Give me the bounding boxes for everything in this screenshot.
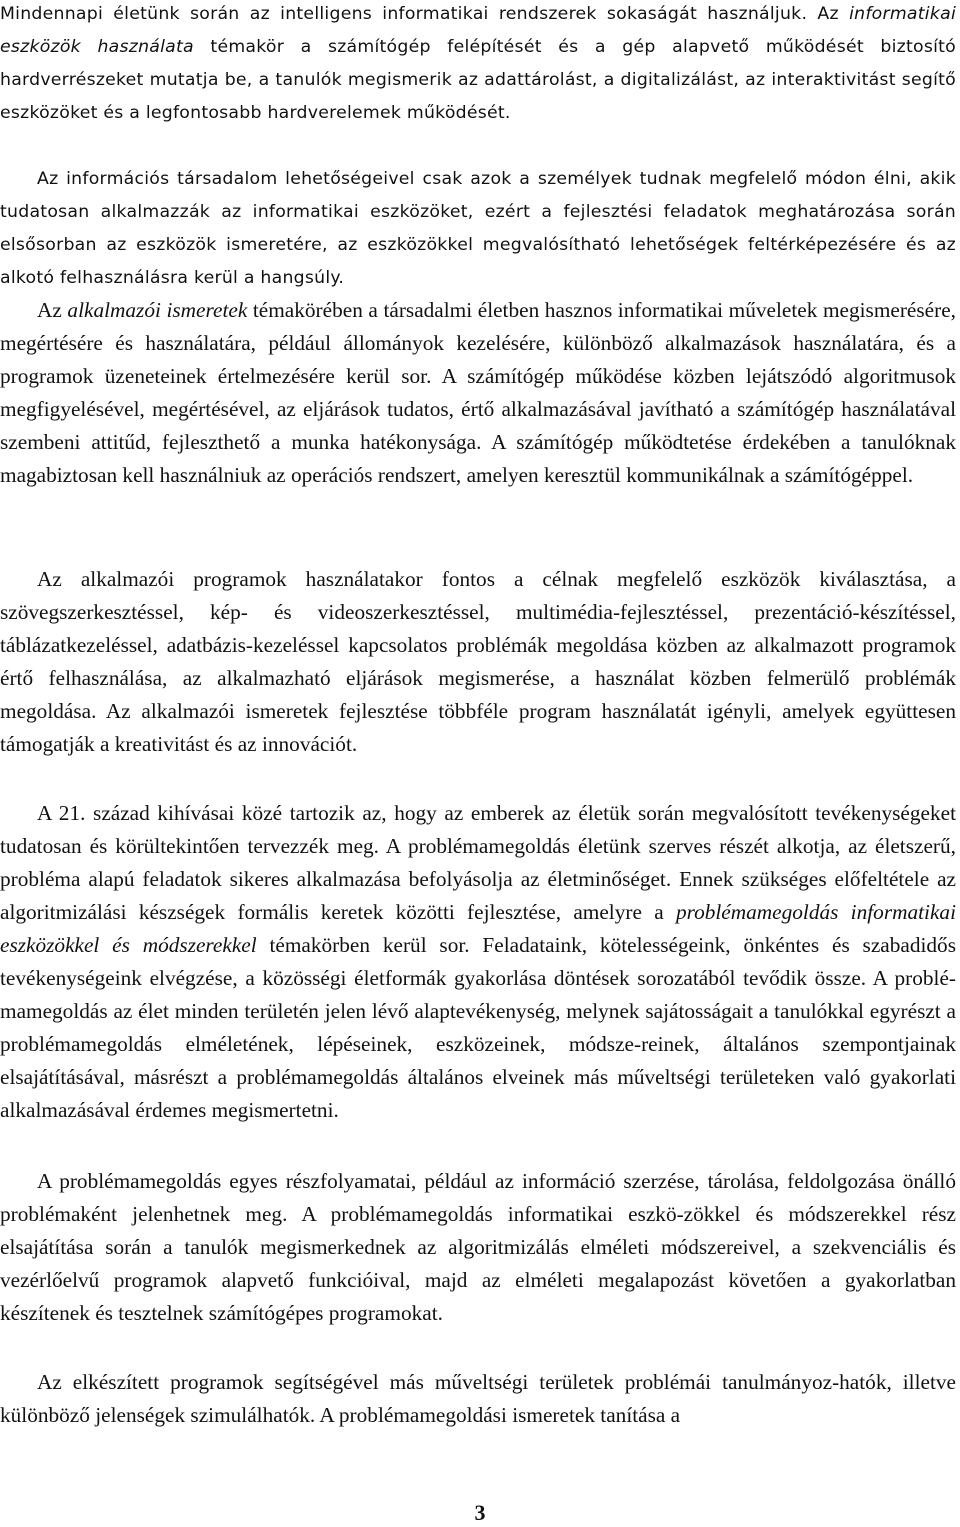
paragraph-reszfolyamatok: A problémamegoldás egyes részfolyamatai, például az információ szerzése, tárolása, feldolgozása önálló problémaként jelenhetnek meg. A problémamegoldás informatikai eszkö-zökkel és módszerekkel rész elsajátítása során a tanulók megismerkednek az algoritmizálás elméleti módszereivel, a szekvenciális és vezérlőelvű programok alapvető funkcióival, majd az elméleti megalapozást követően a gyakorlatban készítenek és tesztelnek számítógépes programokat.: [0, 1169, 956, 1325]
paragraph-alkalmazoi-text: Az: [37, 298, 68, 322]
paragraph-problemamegoldas-text-rest: témakörben kerül sor. Feladataink, kötelességeink, önkéntes és szabadidős tevékenységeink elvégzése, a közösségi életformák gyakorlása döntések sorozatából tevődik össze. A problé-mamegoldás az élet minden területén jelen lévő alaptevékenység, melynek sajátosságait a tanulókkal egyrészt a problémamegoldás elméletének, lépéseinek, eszközeinek, módsze-reinek, általános szempontjainak elsajátításával, másrészt a problémamegoldás általános elveinek más műveltségi területeken való gyakorlati alkalmazásával érdemes megismertetni.: [0, 933, 956, 1122]
topic-name-problemamegoldas: problémamegoldás informatikai eszközökkel és módszerekkel: [0, 900, 956, 957]
topic-name-informatikai-eszkozok: informatikai eszközök használata: [0, 4, 956, 57]
paragraph-intro-text-rest: témakör a számítógép felépítését és a gép alapvető működését biztosító hardverrészeket mutatja be, a tanulók megismerik az adattárolást, a digitalizálást, az interaktivitást segítő eszközöket és a legfontosabb hardverelemek működését.: [0, 37, 956, 123]
paragraph-problemamegoldas: [0, 797, 956, 1127]
paragraph-alkalmazoi-ismeretek: [0, 294, 956, 492]
paragraph-alkalmazoi-text-rest: témakörében a társadalmi életben hasznos informatikai műveletek megismerésére, megértésére és használatára, például állományok kezelésére, különböző alkalmazások használatára, és a programok üzeneteinek értelmezésére kerül sor. A számítógép működése közben lejátszódó algoritmusok megfigyelésével, megértésével, az eljárások tudatos, értő alkalmazásával javítható a számítógép használatával szembeni attitűd, fejleszthető a munka hatékonysága. A számítógép működtetése érdekében a tanulóknak magabiztosan kell használniuk az operációs rendszert, amelyen keresztül kommunikálnak a számítógéppel.: [0, 298, 956, 487]
paragraph-elkeszitett-programok: Az elkészített programok segítségével más műveltségi területek problémái tanulmányoz-hatók, illetve különböző jelenségek szimulálhatók. A problémamegoldási ismeretek tanítása a: [0, 1370, 956, 1427]
paragraph-intro: [0, 0, 956, 130]
paragraph-problemamegoldas-text: A 21. század kihívásai közé tartozik az, hogy az emberek az életük során megvalósított tevékenységeket tudatosan és körültekintően tervezzék meg. A problémamegoldás életünk szerves részét alkotja, az életszerű, probléma alapú feladatok sikeres alkalmazása befolyásolja az életminőséget. Ennek szükséges előfeltétele az algoritmizálási készségek formális keretek közötti fejlesztése, amelyre a: [0, 801, 956, 924]
paragraph-alkalmazoi-programok: Az alkalmazói programok használatakor fontos a célnak megfelelő eszközök kiválasztása, a szövegszerkesztéssel, kép- és videoszerkesztéssel, multimédia-fejlesztéssel, prezentáció-készítéssel, táblázatkezeléssel, adatbázis-kezeléssel kapcsolatos problémák megoldása közben az alkalmazott programok értő felhasználása, az alkalmazható eljárások megismerése, a használat közben felmerülő problémák megoldása. Az alkalmazói ismeretek fejlesztése többféle program használatát igényli, amelyek együttesen támogatják a kreativitást és az innovációt.: [0, 567, 956, 756]
paragraph-intro-text: Mindennapi életünk során az intelligens informatikai rendszerek sokaságát használjuk. Az: [0, 4, 850, 24]
paragraph-informacios-tarsadalom: Az információs társadalom lehetőségeivel csak azok a személyek tudnak megfelelő módon élni, akik tudatosan alkalmazzák az informatikai eszközöket, ezért a fejlesztési feladatok meghatározása során elsősorban az eszközök ismeretére, az eszközökkel megvalósítható lehetőségek feltérképezésére és az alkotó felhasználásra kerül a hangsúly.: [0, 169, 956, 288]
topic-name-alkalmazoi-ismeretek: alkalmazói ismeretek: [67, 298, 248, 322]
page-number: 3: [474, 1500, 486, 1525]
